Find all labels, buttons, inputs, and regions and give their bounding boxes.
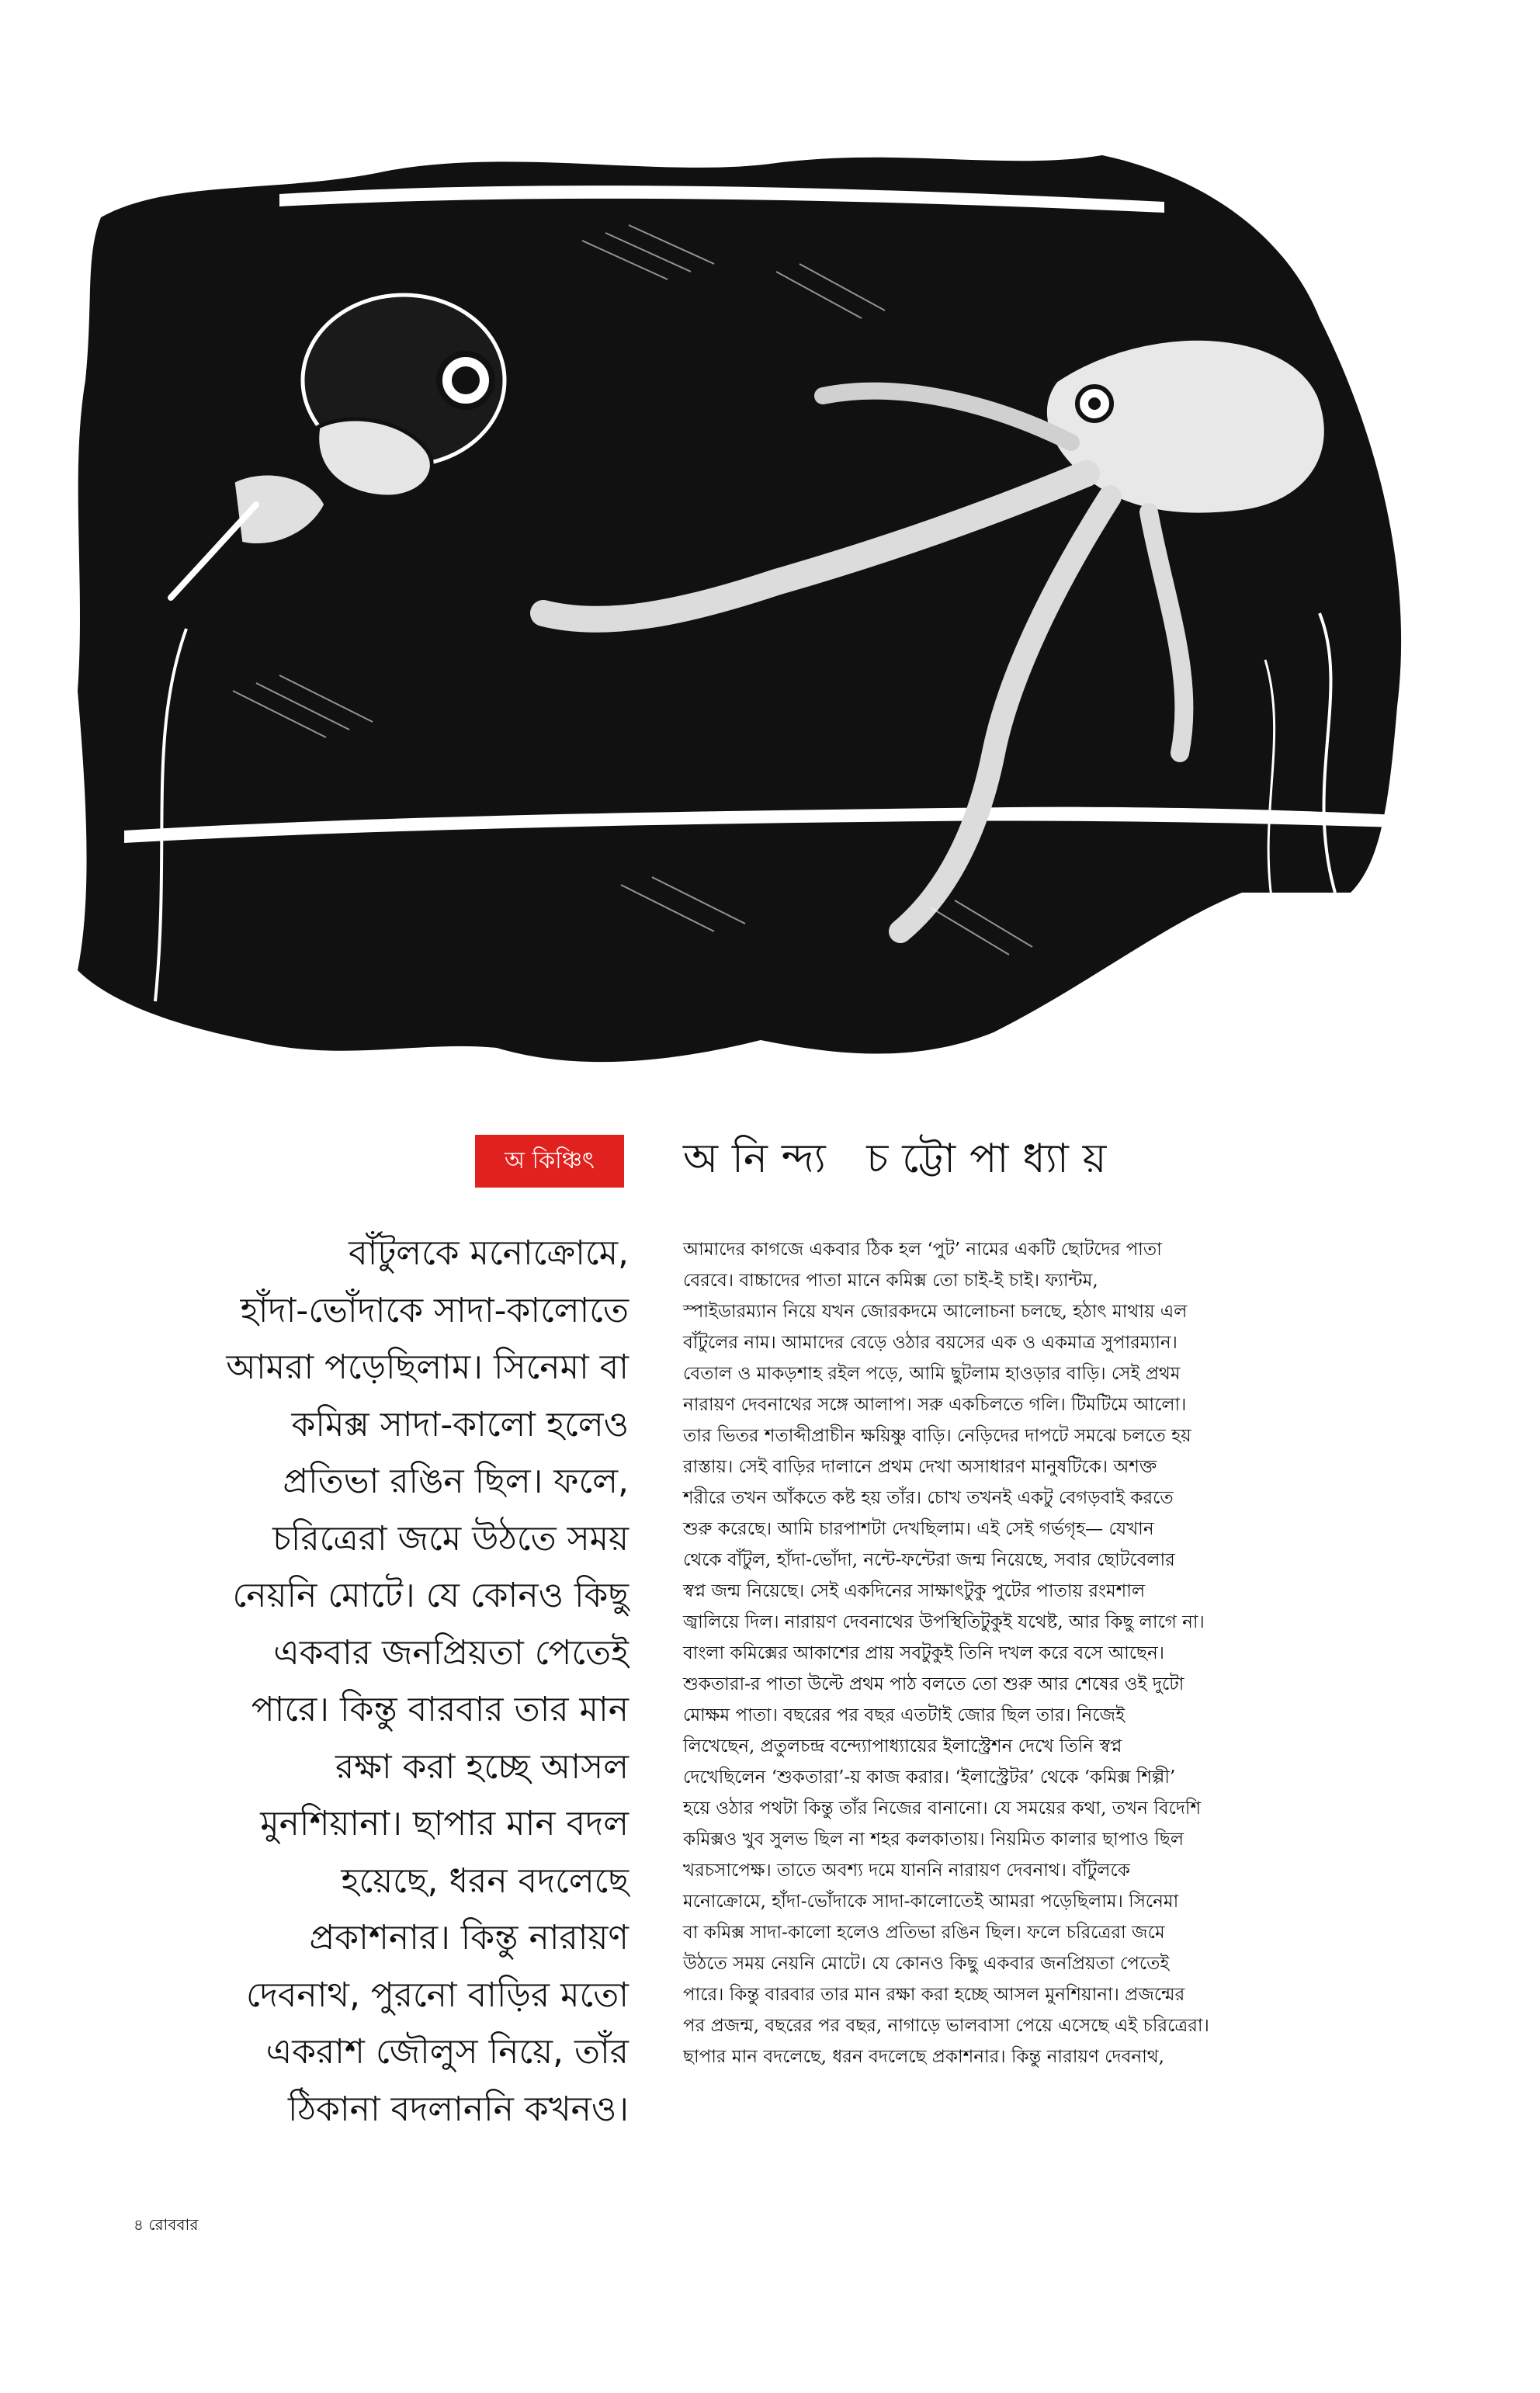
page-footer-label: ৪ রোববার <box>134 2215 199 2234</box>
illustration-dark-mass <box>78 155 1401 1062</box>
pullquote-line: পারে। কিন্তু বারবার তার মান <box>251 1690 629 1729</box>
ink-illustration <box>78 147 1413 1071</box>
body-line: জ্বালিয়ে দিল। নারায়ণ দেবনাথের উপস্থিতিটুকুই যথেষ্ট, আর কিছু লাগে না। <box>683 1612 1205 1632</box>
pullquote-line: একরাশ জৌলুস নিয়ে, তাঁর <box>265 2032 629 2072</box>
body-line: তার ভিতর শতাব্দীপ্রাচীন ক্ষয়িষ্ণু বাড়ি। নেড়িদের দাপটে সমঝে চলতে হয় <box>683 1426 1191 1446</box>
pullquote-line: আমরা পড়েছিলাম। সিনেমা বা <box>226 1347 629 1387</box>
pullquote <box>124 1225 629 2138</box>
body-line: শুকতারা-র পাতা উল্টে প্রথম পাঠ বলতে তো শুরু আর শেষের ওই দুটো <box>683 1674 1184 1694</box>
body-line: মনোক্রোমে, হাঁদা-ভোঁদাকে সাদা-কালোতেই আমরা পড়েছিলাম। সিনেমা <box>683 1892 1179 1912</box>
body-line: বাংলা কমিক্সের আকাশের প্রায় সবটুকুই তিনি দখল করে বসে আছেন। <box>683 1643 1164 1663</box>
body-line: কমিক্সও খুব সুলভ ছিল না শহর কলকাতায়। নিয়মিত কালার ছাপাও ছিল <box>683 1829 1184 1850</box>
pullquote-line: দেবনাথ, পুরনো বাড়ির মতো <box>245 1975 629 2015</box>
body-line: বেতাল ও মাকড়শাহ রইল পড়ে, আমি ছুটলাম হাওড়ার বাড়ি। সেই প্রথম <box>683 1364 1181 1384</box>
pullquote-line: রক্ষা করা হচ্ছে আসল <box>335 1746 629 1787</box>
pullquote-line: চরিত্রেরা জমে উঠতে সময় <box>272 1518 629 1559</box>
article-body <box>683 1234 1405 2072</box>
section-tag: অ কিঞ্চিৎ <box>475 1135 624 1188</box>
pullquote-line: প্রতিভা রঙিন ছিল। ফলে, <box>283 1462 629 1501</box>
pullquote-line: ঠিকানা বদলাননি কখনও। <box>288 2089 629 2129</box>
body-line: পারে। কিন্তু বারবার তার মান রক্ষা করা হচ্ছে আসল মুনশিয়ানা। প্রজন্মের <box>683 1985 1185 2005</box>
pullquote-line: বাঁটুলকে মনোক্রোমে, <box>349 1233 629 1273</box>
pullquote-line: হয়েছে, ধরন বদলেছে <box>341 1861 629 1901</box>
body-line: স্পাইডারম্যান নিয়ে যখন জোরকদমে আলোচনা চলছে, হঠাৎ মাথায় এল <box>683 1302 1188 1322</box>
pullquote-line: মুনশিয়ানা। ছাপার মান বদল <box>260 1804 629 1843</box>
illustration-diver-octopus <box>78 147 1413 1071</box>
body-line: বাঁটুলের নাম। আমাদের বেড়ে ওঠার বয়সের এক ও একমাত্র সুপারম্যান। <box>683 1333 1178 1353</box>
body-line: উঠতে সময় নেয়নি মোটে। যে কোনও কিছু একবার জনপ্রিয়তা পেতেই <box>683 1954 1170 1974</box>
body-line: লিখেছেন, প্রতুলচন্দ্র বন্দ্যোপাধ্যায়ের ইলাস্ট্রেশন দেখে তিনি স্বপ্ন <box>683 1736 1122 1757</box>
pullquote-line: একবার জনপ্রিয়তা পেতেই <box>273 1632 629 1673</box>
body-line: বা কমিক্স সাদা-কালো হলেও প্রতিভা রঙিন ছিল। ফলে চরিত্রেরা জমে <box>683 1923 1165 1943</box>
body-line: পর প্রজন্ম, বছরের পর বছর, নাগাড়ে ভালবাসা পেয়ে এসেছে এই চরিত্রেরা। <box>683 2016 1209 2036</box>
body-line: মোক্ষম পাতা। বছরের পর বছর এতটাই জোর ছিল তার। নিজেই <box>683 1705 1126 1725</box>
body-line: থেকে বাঁটুল, হাঁদা-ভোঁদা, নন্টে-ফন্টেরা জন্ম নিয়েছে, সবার ছোটবেলার <box>683 1550 1175 1570</box>
pullquote-line: প্রকাশনার। কিন্তু নারায়ণ <box>309 1918 629 1958</box>
body-line: নারায়ণ দেবনাথের সঙ্গে আলাপ। সরু একচিলতে গলি। টিমটিমে আলো। <box>683 1395 1187 1415</box>
body-line: আমাদের কাগজে একবার ঠিক হল ‘পুট’ নামের একটি ছোটদের পাতা <box>683 1240 1162 1260</box>
author-byline: অনিন্দ্য চট্টোপাধ্যায় <box>683 1136 1121 1182</box>
body-line: ছাপার মান বদলেছে, ধরন বদলেছে প্রকাশনার। কিন্তু নারায়ণ দেবনাথ, <box>683 2047 1164 2067</box>
pullquote-line: নেয়নি মোটে। যে কোনও কিছু <box>232 1576 629 1615</box>
body-line: দেখেছিলেন ‘শুকতারা’-য় কাজ করার। ‘ইলাস্ট্রেটর’ থেকে ‘কমিক্স শিল্পী’ <box>683 1767 1176 1788</box>
body-line: হয়ে ওঠার পথটা কিন্তু তাঁর নিজের বানানো। যে সময়ের কথা, তখন বিদেশি <box>683 1798 1202 1819</box>
pullquote-line: কমিক্স সাদা-কালো হলেও <box>291 1404 629 1444</box>
body-line: শুরু করেছে। আমি চারপাশটা দেখছিলাম। এই সেই গর্ভগৃহ— যেখান <box>683 1519 1154 1539</box>
body-line: বেরবে। বাচ্চাদের পাতা মানে কমিক্স তো চাই-ই চাই। ফ্যান্টম, <box>683 1271 1098 1291</box>
pullquote-line: হাঁদা-ভোঁদাকে সাদা-কালোতে <box>240 1290 629 1330</box>
body-line: রাস্তায়। সেই বাড়ির দালানে প্রথম দেখা অসাধারণ মানুষটিকে। অশক্ত <box>683 1457 1157 1477</box>
body-line: খরচসাপেক্ষ। তাতে অবশ্য দমে যাননি নারায়ণ দেবনাথ। বাঁটুলকে <box>683 1861 1130 1881</box>
body-line: স্বপ্ন জন্ম নিয়েছে। সেই একদিনের সাক্ষাৎটুকু পুটের পাতায় রংমশাল <box>683 1581 1146 1601</box>
body-line: শরীরে তখন আঁকতে কষ্ট হয় তাঁর। চোখ তখনই একটু বেগড়বাই করতে <box>683 1488 1174 1508</box>
